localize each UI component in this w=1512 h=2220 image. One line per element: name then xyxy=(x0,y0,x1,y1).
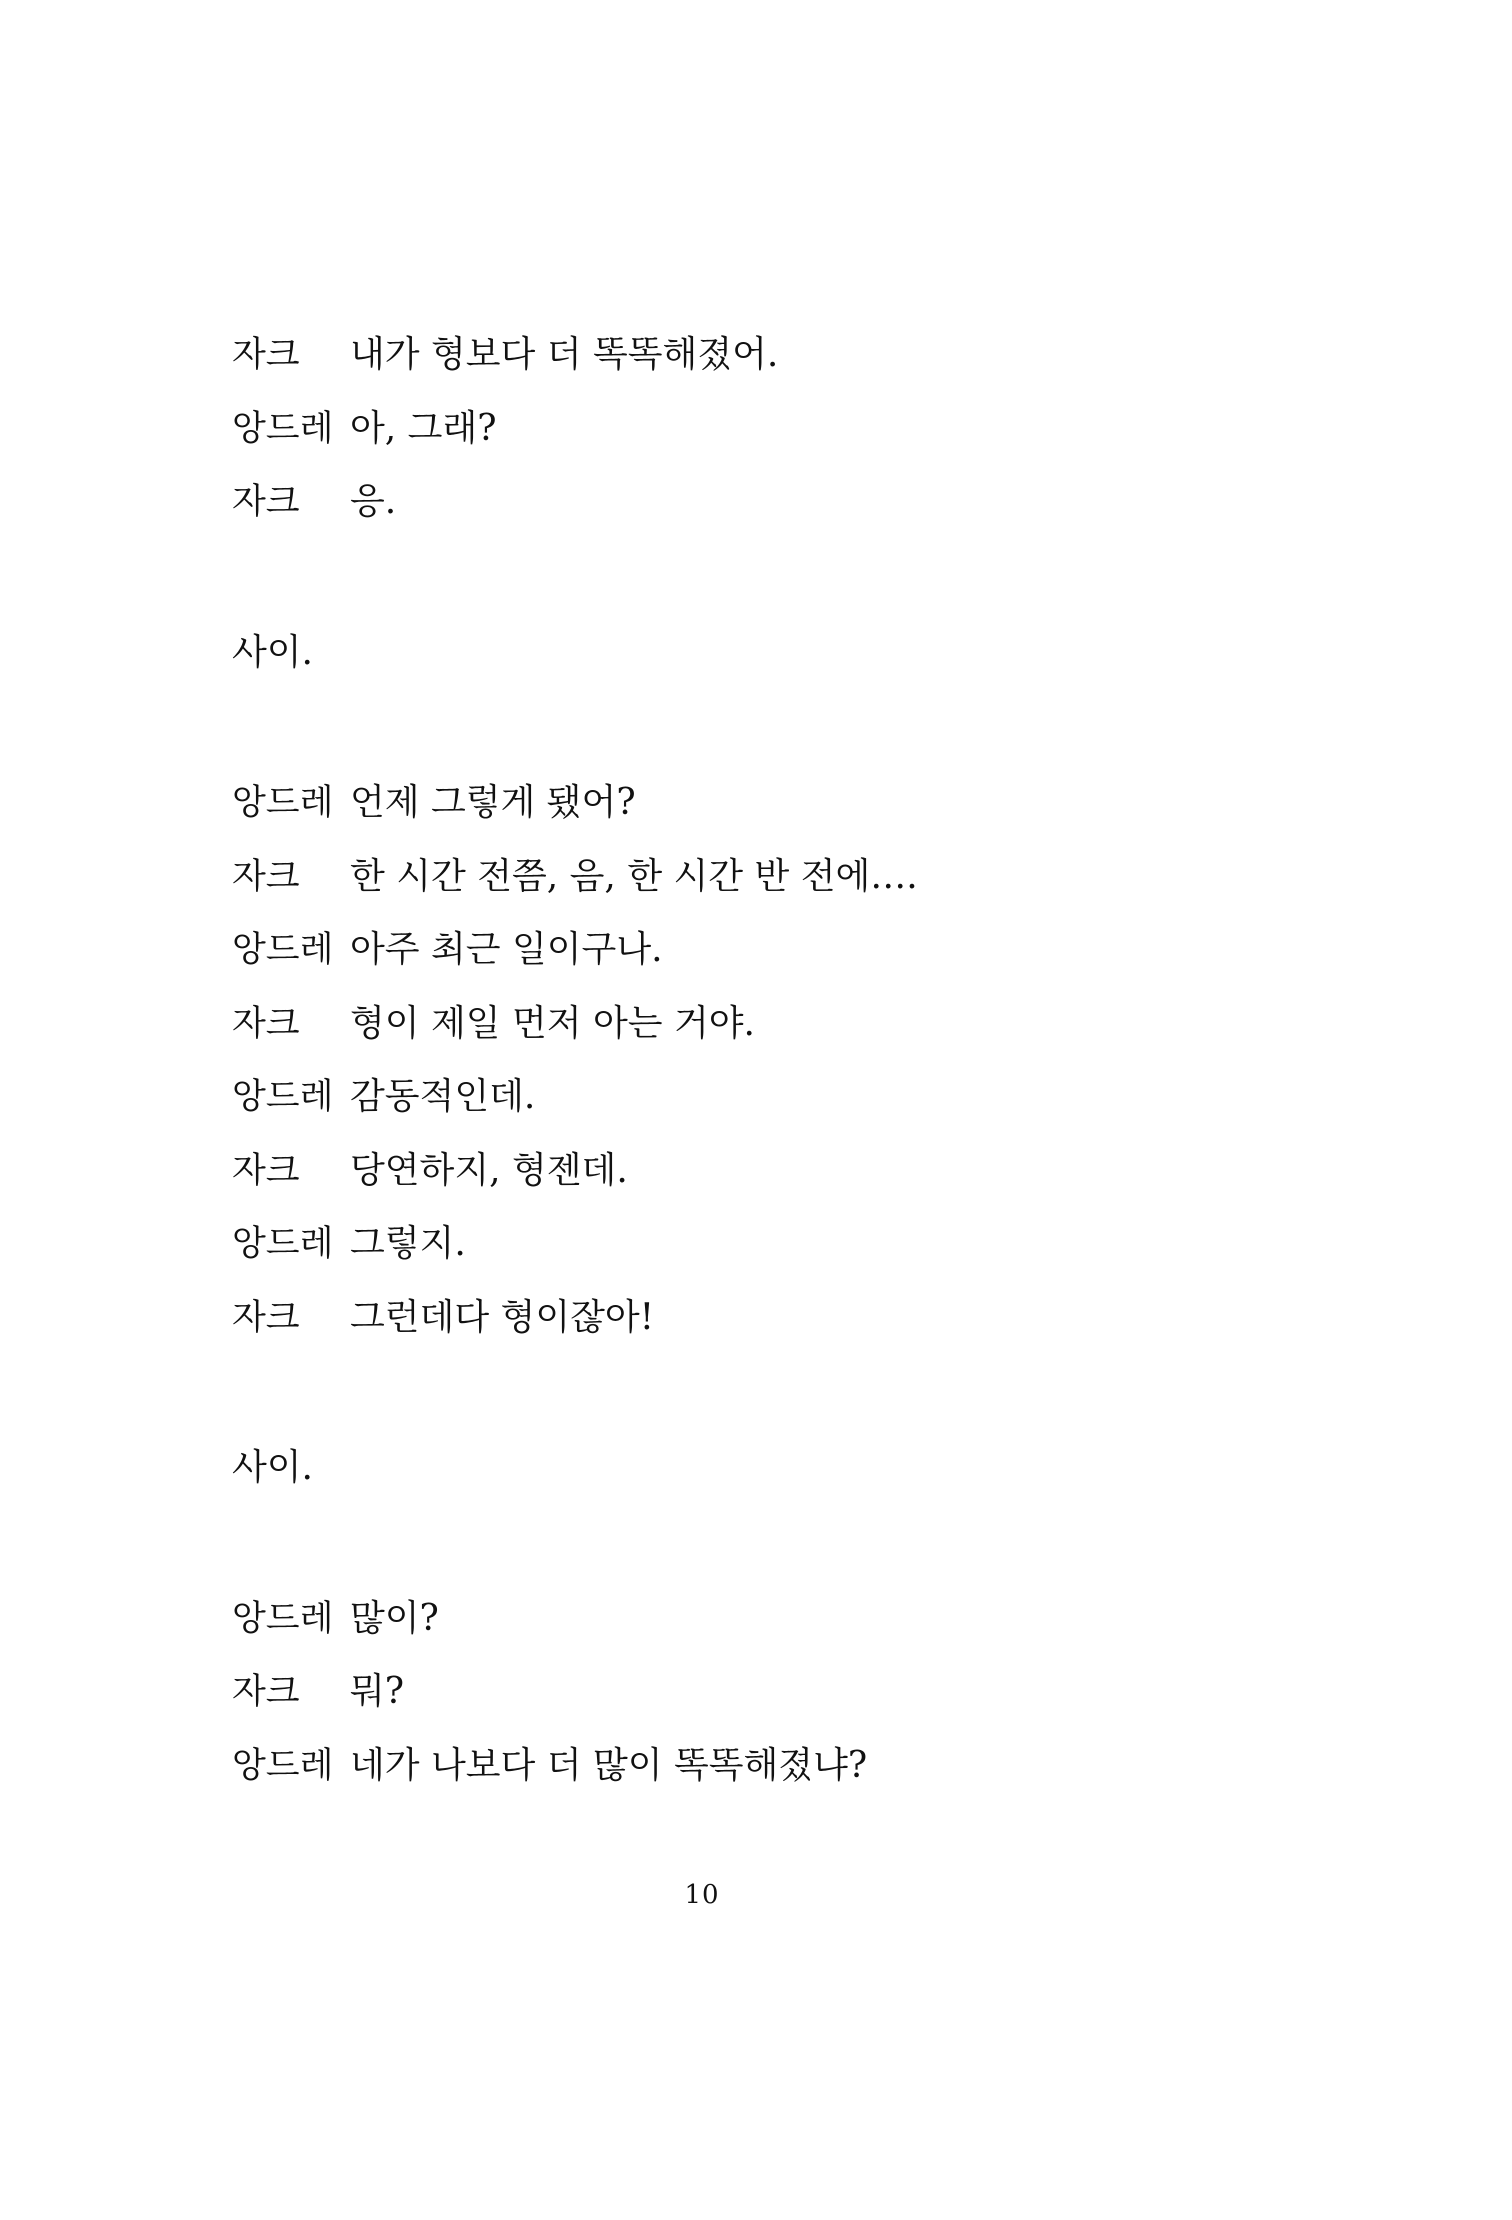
dialogue-text: 아주 최근 일이구나. xyxy=(350,929,663,970)
dialogue-text: 감동적인데. xyxy=(350,1076,536,1117)
dialogue-line xyxy=(232,987,1332,1061)
dialogue-line xyxy=(232,1729,1332,1803)
speaker-name: 앙드레 xyxy=(232,930,334,970)
dialogue-text: 한 시간 전쯤, 음, 한 시간 반 전에…. xyxy=(350,855,918,897)
speaker-name: 자크 xyxy=(232,856,300,897)
dialogue-line xyxy=(232,1281,1332,1355)
speaker-name: 앙드레 xyxy=(232,783,334,823)
dialogue-text: 많이? xyxy=(350,1597,439,1639)
script-body xyxy=(232,318,1332,1802)
dialogue-line xyxy=(232,1582,1332,1656)
spacer xyxy=(232,1505,1332,1582)
dialogue-line xyxy=(232,766,1332,840)
dialogue-text: 당연하지, 형젠데. xyxy=(350,1149,628,1191)
dialogue-text: 그렇지. xyxy=(350,1223,466,1264)
dialogue-text: 네가 나보다 더 많이 똑똑해졌냐? xyxy=(350,1744,868,1786)
dialogue-line xyxy=(232,840,1332,914)
dialogue-text: 언제 그렇게 됐어? xyxy=(350,782,636,823)
dialogue-line xyxy=(232,1207,1332,1281)
stage-direction: 사이. xyxy=(232,1447,313,1488)
spacer xyxy=(232,539,1332,616)
speaker-name: 자크 xyxy=(232,1297,300,1338)
dialogue-text: 아, 그래? xyxy=(350,407,497,449)
page-number: 10 xyxy=(684,1880,720,1910)
dialogue-text: 형이 제일 먼저 아는 거야. xyxy=(350,1002,755,1044)
stage-direction: 사이. xyxy=(232,631,313,673)
dialogue-line xyxy=(232,1655,1332,1729)
speaker-name: 자크 xyxy=(232,1672,300,1712)
dialogue-line xyxy=(232,1060,1332,1134)
spacer xyxy=(232,689,1332,766)
dialogue-text: 뭐? xyxy=(350,1671,405,1712)
spacer xyxy=(232,1354,1332,1431)
speaker-name: 앙드레 xyxy=(232,1224,334,1264)
speaker-name: 앙드레 xyxy=(232,1077,334,1117)
speaker-name: 앙드레 xyxy=(232,408,334,449)
speaker-name: 앙드레 xyxy=(232,1598,334,1639)
dialogue-line xyxy=(232,392,1332,466)
dialogue-line xyxy=(232,913,1332,987)
speaker-name: 자크 xyxy=(232,1150,300,1191)
dialogue-text: 그런데다 형이잖아! xyxy=(350,1296,655,1338)
speaker-name: 자크 xyxy=(232,482,300,522)
speaker-name: 자크 xyxy=(232,1003,300,1044)
dialogue-line xyxy=(232,318,1332,392)
dialogue-text: 응. xyxy=(350,481,397,522)
speaker-name: 자크 xyxy=(232,335,300,375)
dialogue-text: 내가 형보다 더 똑똑해졌어. xyxy=(350,334,779,375)
speaker-name: 앙드레 xyxy=(232,1745,334,1786)
dialogue-line xyxy=(232,1134,1332,1208)
dialogue-line xyxy=(232,465,1332,539)
